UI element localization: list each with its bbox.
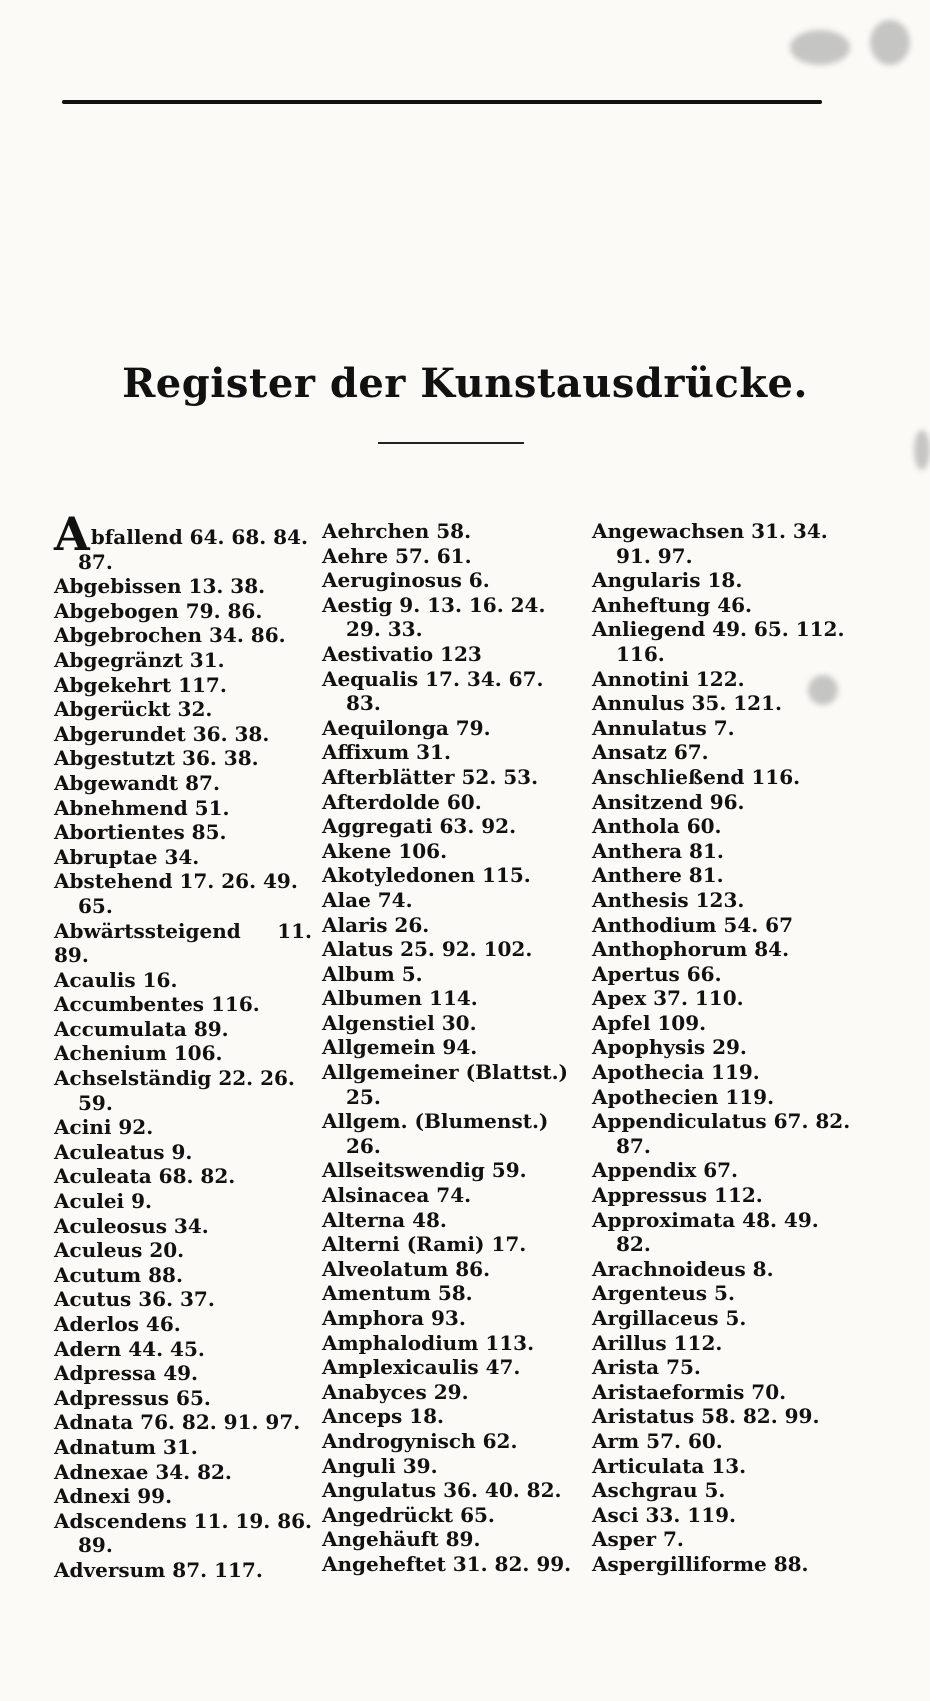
index-entry-term: Achselständig 22. 26. [54,1066,295,1091]
index-entry-term: Aequilonga 79. [322,715,491,740]
index-entry-term: Anabyces 29. [322,1379,469,1404]
index-entry-term: Aculeata 68. 82. [54,1164,236,1189]
index-entry-term: Alterna 48. [322,1207,447,1232]
index-entry-continuation: 83. [346,691,381,716]
index-entry-term: Anschließend 116. [592,764,801,789]
index-entry [322,667,586,716]
index-entry [54,1140,312,1165]
index-entry-term: Anguli 39. [322,1453,438,1478]
index-entry [322,716,586,741]
index-entry [54,1041,312,1066]
index-entry [54,1287,312,1312]
index-entry [322,1429,586,1454]
index-entry [54,574,312,599]
index-entry-continuation: 29. 33. [346,617,423,642]
index-entry [54,1386,312,1411]
index-entry [592,1454,856,1479]
index-entry-term: Adpressa 49. [54,1361,198,1386]
index-entry-term: Algenstiel 30. [322,1010,477,1035]
index-column-1 [54,507,319,1583]
index-entry-term: Afterblätter 52. 53. [322,764,539,789]
index-entry-term: Aeruginosus 6. [322,568,490,593]
index-entry-term: Annotini 122. [592,666,745,691]
paper-smudge [790,30,850,65]
index-entry [592,568,856,593]
index-entry [54,1066,312,1115]
index-entry-term: Acaulis 16. [54,967,178,992]
index-entry-term: Appendix 67. [592,1158,739,1183]
paper-smudge [914,430,930,470]
index-entry [322,593,586,642]
index-entry-term: Abgebrochen 34. 86. [54,623,286,648]
index-entry [592,1331,856,1356]
index-entry-term: Aspergilliforme 88. [592,1551,809,1576]
index-entry [592,1527,856,1552]
index-entry-term: Anliegend 49. 65. 112. [592,617,845,642]
index-entry [54,845,312,870]
index-entry [592,1281,856,1306]
index-entry [322,1503,586,1528]
index-entry-term: Adnexae 34. 82. [54,1459,232,1484]
index-entry-term: Aculei 9. [54,1189,152,1214]
index-entry-term: Appendiculatus 67. 82. [592,1109,851,1134]
index-entry [592,1380,856,1405]
index-entry-term: Adnatum 31. [54,1434,198,1459]
index-entry [322,1158,586,1183]
index-entry-term: Annulus 35. 121. [592,691,782,716]
index-entry [592,1109,856,1158]
index-entry [54,1460,312,1485]
index-entry-term: Amentum 58. [322,1281,473,1306]
index-entry-term: Amphora 93. [322,1306,466,1330]
index-entry [592,913,856,938]
index-entry-term: Aculeosus 34. [54,1213,209,1238]
index-entry [54,673,312,698]
index-entry-continuation: 65. [78,893,113,918]
index-entry-term: Articulata 13. [592,1453,747,1478]
index-entry-term: Arista 75. [592,1355,701,1380]
index-entry-continuation: 87. [616,1133,651,1158]
index-entry-term: Anceps 18. [322,1404,444,1429]
index-entry-term: Arm 57. 60. [592,1428,723,1453]
index-entry-term: Anthesis 123. [592,887,745,912]
index-entry-term: Aehrchen 58. [322,519,472,543]
index-entry-term: Anthere 81. [592,863,724,888]
index-entry-term: Aristatus 58. 82. 99. [592,1404,820,1429]
index-entry-term: Amphalodium 113. [322,1330,535,1355]
index-entry-term: Argillaceus 5. [592,1306,747,1330]
index-entry-term: Allgemeiner (Blattst.) [322,1060,568,1085]
index-entry [54,1410,312,1435]
index-entry-continuation: 25. [346,1084,381,1109]
index-entry [592,1404,856,1429]
index-entry-term: Akotyledonen 115. [322,863,531,888]
index-entry [592,1503,856,1528]
index-entry-term: Anheftung 46. [592,592,752,617]
index-entry [54,820,312,845]
index-entry-term: Abgekehrt 117. [54,672,227,697]
index-entry-term: Approximata 48. 49. [592,1207,819,1232]
index-entry [54,1214,312,1239]
index-entry-term: Anthola 60. [592,814,722,839]
index-entry-term: Accumbentes 116. [54,992,260,1017]
index-entry [592,1208,856,1257]
index-entry-term: Achenium 106. [54,1041,223,1066]
paper-smudge [808,675,838,705]
index-entry-term: Alveolatum 86. [322,1256,491,1281]
index-entry [592,1429,856,1454]
index-entry-term: Abgestutzt 36. 38. [54,746,259,771]
index-entry [592,839,856,864]
index-entry-term: Abruptae 34. [54,844,200,869]
index-entry-term: Appressus 112. [592,1183,763,1208]
index-entry-term: Androgynisch 62. [322,1428,518,1453]
page-title: Register der Kunstausdrücke. [122,360,808,407]
index-entry-term: Apothecia 119. [592,1060,760,1085]
index-entry [322,1208,586,1233]
index-entry-term: Angehäuft 89. [322,1527,481,1552]
index-entry-term: Adnexi 99. [54,1484,173,1509]
index-entry-term: Abwärtssteigend 11. 89. [54,918,319,968]
index-entry [54,918,319,968]
index-entry-term: Aculeus 20. [54,1238,185,1263]
index-entry [54,648,312,673]
index-entry-term: Aristaeformis 70. [592,1379,787,1404]
index-entry-term: Alatus 25. 92. 102. [322,937,533,962]
index-entry [322,1527,586,1552]
index-entry [592,1183,856,1208]
index-entry-term: Acini 92. [54,1115,154,1140]
index-entry [592,716,856,741]
index-entry-continuation: 59. [78,1090,113,1115]
index-entry [322,1454,586,1479]
index-entry-term: Aestivatio 123 [322,641,482,666]
index-entry-term: Allgem. (Blumenst.) [322,1109,549,1134]
index-entry [322,1478,586,1503]
index-entry [322,544,586,569]
index-entry-term: Apophysis 29. [592,1035,747,1060]
index-entry [54,1484,312,1509]
index-entry-term: Argenteus 5. [592,1281,735,1306]
index-entry [322,1306,586,1331]
index-entry-term: Ansatz 67. [592,740,709,765]
index-entry [322,519,586,544]
index-entry-term: Abnehmend 51. [54,795,230,820]
index-entry [54,1435,312,1460]
index-entry-term: Acutus 36. 37. [54,1287,215,1312]
index-entry [54,1558,312,1583]
index-entry [54,1337,312,1362]
index-entry-term: Annulatus 7. [592,715,735,740]
index-entry [322,1232,586,1257]
index-entry [54,1312,312,1337]
index-entry-term: Abstehend 17. 26. 49. [54,869,298,894]
index-entry [592,814,856,839]
index-entry-term: Aschgrau 5. [592,1478,726,1503]
index-entry [322,1331,586,1356]
index-entry [322,1380,586,1405]
index-entry [322,1011,586,1036]
index-entry [322,937,586,962]
index-entry-term: Aderlos 46. [54,1312,181,1336]
index-entry [54,1238,312,1263]
title-underline [378,442,524,444]
index-entry-term: Abgewandt 87. [54,770,220,795]
index-entry-term: Ansitzend 96. [592,789,745,814]
index-entry [592,863,856,888]
index-entry [592,1060,856,1085]
index-entry [54,1189,312,1214]
top-rule [62,100,822,104]
index-entry-term: Abgebissen 13. 38. [54,574,266,599]
index-entry [322,740,586,765]
paper-smudge [870,20,910,65]
index-entry [322,1281,586,1306]
index-entry-term: Abgerückt 32. [54,697,213,722]
index-entry-term: Alae 74. [322,887,413,912]
index-entry [54,968,312,993]
index-entry-term: Asci 33. 119. [592,1502,736,1527]
index-entry [54,623,312,648]
index-entry-term: Allseitswendig 59. [322,1158,527,1183]
index-entry-term: Alaris 26. [322,912,430,937]
index-entry-term: Affixum 31. [322,740,451,765]
index-entry-term: Aehre 57. 61. [322,543,472,568]
drop-cap: A [54,507,90,561]
index-entry-term: Abortientes 85. [54,820,227,845]
index-entry-term: Adversum 87. 117. [54,1557,263,1582]
index-entry-term: Anthodium 54. 67 [592,912,794,937]
index-entry-term: Abfallend 64. 68. 84. [54,507,308,561]
index-entry-term: Adern 44. 45. [54,1336,205,1361]
index-entry [592,1552,856,1577]
index-entry-term: Accumulata 89. [54,1016,229,1041]
index-entry-term: Acutum 88. [54,1262,183,1287]
index-entry [592,1355,856,1380]
index-entry-term: Angewachsen 31. 34. [592,519,828,543]
index-entry-term: Alterni (Rami) 17. [322,1232,527,1257]
index-entry [54,796,312,821]
index-entry [322,814,586,839]
index-entry [592,937,856,962]
index-entry-term: Adpressus 65. [54,1385,211,1410]
index-entry [54,599,312,624]
index-entry [592,1158,856,1183]
index-entry-term: Aequalis 17. 34. 67. [322,666,544,691]
index-entry [54,1164,312,1189]
index-entry [592,1085,856,1110]
index-entry-term: Apfel 109. [592,1010,707,1035]
index-entry [322,962,586,987]
index-entry-term: Album 5. [322,961,423,986]
index-entry-term: Apex 37. 110. [592,986,744,1011]
index-entry-term: Albumen 114. [322,986,478,1011]
index-entry [322,839,586,864]
index-entry [54,1509,312,1558]
index-entry [592,888,856,913]
index-entry [322,888,586,913]
index-entry [592,519,856,568]
index-entry [54,697,312,722]
index-entry [592,1011,856,1036]
index-entry-term: Akene 106. [322,838,448,863]
index-entry-term: Abgegränzt 31. [54,647,225,672]
index-entry [322,863,586,888]
index-entry [592,1478,856,1503]
index-entry [592,790,856,815]
index-entry-term: Angularis 18. [592,568,743,593]
index-entry [322,1404,586,1429]
index-entry [54,771,312,796]
index-entry [322,1109,586,1158]
index-entry-continuation: 87. [78,549,113,574]
index-entry [322,1552,586,1577]
index-entry [592,1035,856,1060]
index-entry-continuation: 89. [78,1533,113,1558]
index-entry [592,986,856,1011]
index-entry-term: Anthera 81. [592,838,724,863]
index-entry-term: Anthophorum 84. [592,937,790,962]
index-entry [322,765,586,790]
index-entry [322,913,586,938]
index-entry-term: Apertus 66. [592,961,722,986]
index-entry-term: Allgemein 94. [322,1035,478,1060]
index-entry-continuation: 26. [346,1133,381,1158]
index-entry [592,765,856,790]
index-column-2 [322,519,586,1577]
index-entry-continuation: 116. [616,641,665,666]
index-entry [592,962,856,987]
index-entry [592,1257,856,1282]
index-entry [54,1017,312,1042]
index-entry [54,869,312,918]
index-entry [592,617,856,666]
index-entry [322,1183,586,1208]
index-entry-term: Amplexicaulis 47. [322,1355,521,1380]
index-entry [54,1361,312,1386]
index-entry-term: Arachnoideus 8. [592,1256,774,1281]
index-entry [54,746,312,771]
index-entry-term: Alsinacea 74. [322,1183,472,1208]
index-entry [592,593,856,618]
index-entry-term: Abgerundet 36. 38. [54,721,270,746]
index-entry-term: Abgebogen 79. 86. [54,598,263,623]
index-entry [592,740,856,765]
index-entry [54,992,312,1017]
index-entry-term: Angulatus 36. 40. 82. [322,1478,562,1503]
index-entry [54,1263,312,1288]
index-entry-term: Asper 7. [592,1527,684,1552]
index-entry-continuation: 91. 97. [616,543,693,568]
index-entry-term: Arillus 112. [592,1330,723,1355]
index-entry-term: Apothecien 119. [592,1084,775,1109]
index-entry-continuation: 82. [616,1232,651,1257]
index-entry-term: Aculeatus 9. [54,1139,193,1164]
index-entry-term: Afterdolde 60. [322,789,482,814]
index-entry [54,1115,312,1140]
index-entry [322,1035,586,1060]
index-entry-term: Adscendens 11. 19. 86. [54,1508,312,1533]
index-entry-term: Aestig 9. 13. 16. 24. [322,592,546,617]
index-entry [592,1306,856,1331]
index-entry [54,507,312,574]
index-entry-term: Angeheftet 31. 82. 99. [322,1551,572,1576]
index-entry [54,722,312,747]
index-entry [322,790,586,815]
index-entry-term: Adnata 76. 82. 91. 97. [54,1410,301,1435]
index-entry [322,1355,586,1380]
index-entry-term: Angedrückt 65. [322,1502,495,1527]
index-entry [322,986,586,1011]
index-entry [322,642,586,667]
index-entry-term: Aggregati 63. 92. [322,814,517,839]
index-entry [322,568,586,593]
index-entry [322,1060,586,1109]
index-entry [322,1257,586,1282]
